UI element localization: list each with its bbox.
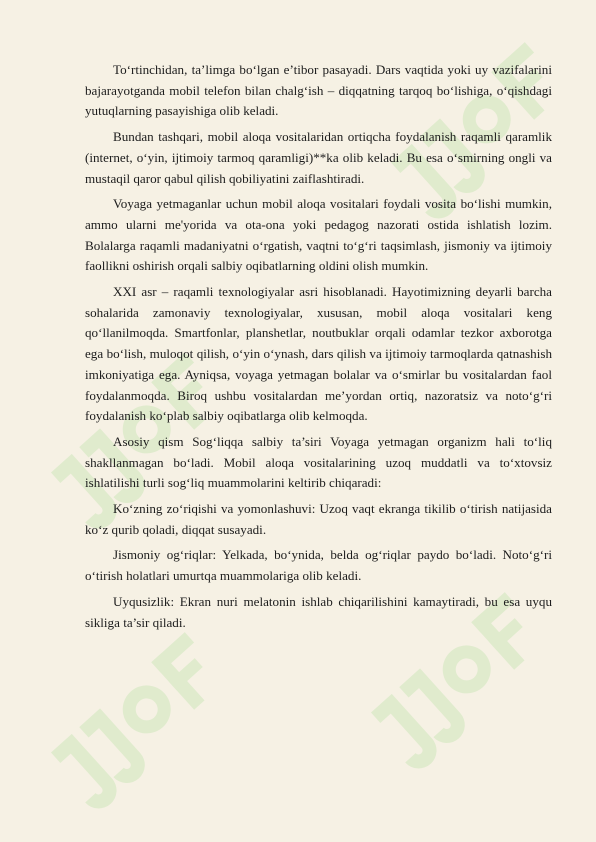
paragraph: Ko‘zning zo‘riqishi va yomonlashuvi: Uzoq vaqt ekranga tikilib o‘tirish natijasida ko‘z qurib qoladi, diqqat susayadi. <box>85 501 552 537</box>
paragraph: To‘rtinchidan, ta’limga bo‘lgan e’tibor pasayadi. Dars vaqtida yoki uy vazifalarini bajarayotganda mobil telefon bilan chalg‘ish – diqqatning tarqoq bo‘lishiga, o‘qishdagi yutuqlarning pasayishiga olib keladi. <box>85 62 552 119</box>
paragraph: XXI asr – raqamli texnologiyalar asri hisoblanadi. Hayotimizning deyarli barcha sohalarida zamonaviy texnologiyalar, xususan, mobil aloqa vositalari keng qo‘llanilmoqda. Smartfonlar, planshetlar, noutbuklar orqali odamlar tezkor axborotga ega bo‘lish, muloqot qilish, o‘yin o‘ynash, dars qilish va ijtimoiy tarmoqlarda qatnashish imkoniyatiga ega. Ayniqsa, voyaga yetmagan bolalar va o‘smirlar bu vositalardan faol foydalanmoqda. Biroq ushbu vositalardan me’yordan ortiq, nazoratsiz va noto‘g‘ri foydalanish ko‘plab salbiy oqibatlarga olib kelmoqda. <box>85 284 552 424</box>
paragraph: Bundan tashqari, mobil aloqa vositalaridan ortiqcha foydalanish raqamli qaramlik (internet, o‘yin, ijtimoiy tarmoq qaramligi)**ka olib keladi. Bu esa o‘smirning ongli va mustaqil qaror qabul qilish qobiliyatini zaiflashtiradi. <box>85 129 552 186</box>
paragraph: Jismoniy og‘riqlar: Yelkada, bo‘ynida, belda og‘riqlar paydo bo‘ladi. Noto‘g‘ri o‘tirish holatlari umurtqa muammolariga olib keladi. <box>85 547 552 584</box>
paragraph: Voyaga yetmaganlar uchun mobil aloqa vositalari foydali vosita bo‘lishi mumkin, ammo ularni me'yorida va ota-ona yoki pedagog nazorati ostida ishlatish lozim. Bolalarga raqamli madaniyatni o‘rgatish, vaqtni to‘g‘ri taqsimlash, jismoniy va ijtimoiy faollikni oshirish orqali salbiy oqibatlarning oldini olish mumkin. <box>85 196 552 274</box>
paragraph: Asosiy qism Sog‘liqqa salbiy ta’siri Voyaga yetmagan organizm hali to‘liq shakllanmagan bo‘ladi. Mobil aloqa vositalarining uzoq muddatli va to‘xtovsiz ishlatilishi turli sog‘liq muammolarini keltirib chiqaradi: <box>85 433 552 491</box>
document-body <box>85 60 552 638</box>
paragraph: Uyqusizlik: Ekran nuri melatonin ishlab chiqarilishini kamaytiradi, bu esa uyqu sikliga ta’sir qiladi. <box>85 593 552 630</box>
